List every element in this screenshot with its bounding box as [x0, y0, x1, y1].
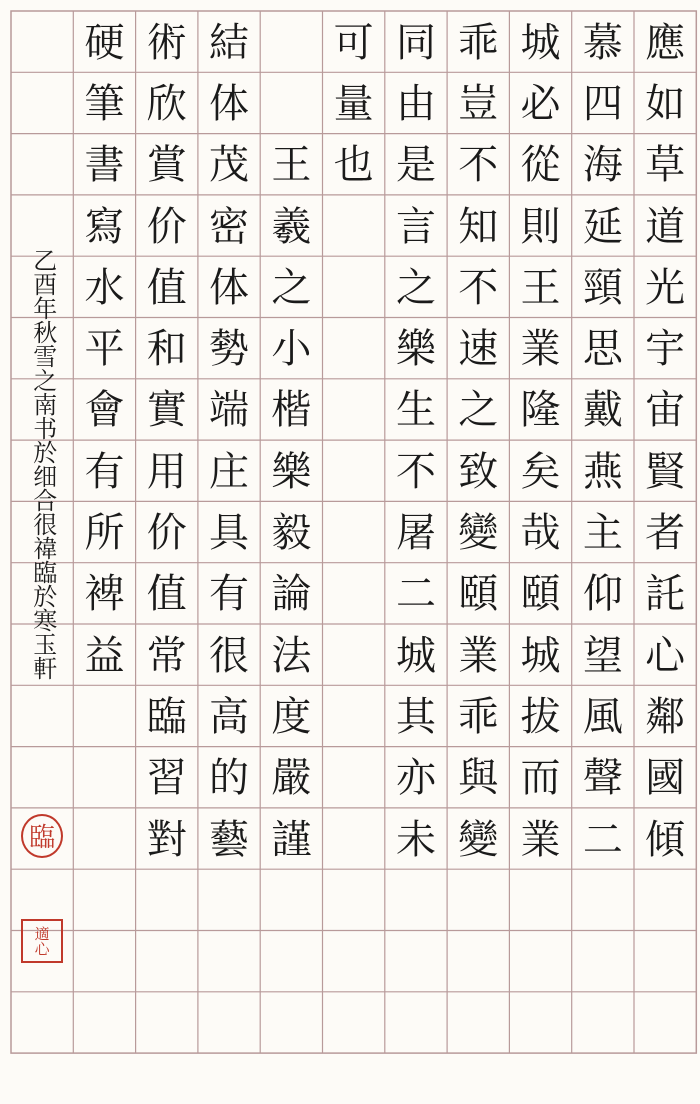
grid-character: 平: [84, 326, 125, 373]
grid-character: 從: [520, 142, 561, 189]
grid-character: 寫: [84, 203, 125, 250]
grid-character: 四: [582, 80, 623, 127]
grid-character: 風: [582, 693, 623, 740]
grid-character: 体: [209, 264, 250, 311]
grid-character: 聲: [582, 755, 623, 802]
grid-character: 宙: [645, 387, 686, 434]
grid-character: 不: [395, 448, 436, 495]
grid-character: 楷: [271, 387, 312, 434]
grid-character: 海: [582, 142, 623, 189]
grid-character: 毅: [271, 510, 312, 557]
grid-character: 可: [333, 19, 374, 66]
grid-character: 臨: [146, 693, 187, 740]
grid-character: 國: [645, 755, 686, 802]
grid-character: 業: [520, 816, 561, 863]
grid-character: 乖: [458, 19, 499, 66]
grid-character: 隆: [520, 387, 561, 434]
grid-character: 很: [209, 632, 250, 679]
grid-character: 法: [271, 632, 312, 679]
grid-character: 則: [520, 203, 561, 250]
grid-character: 賢: [645, 448, 686, 495]
grid-character: 勢: [209, 326, 250, 373]
grid-character: 之: [458, 387, 499, 434]
grid-character: 其: [395, 693, 436, 740]
grid-character: 託: [645, 571, 686, 618]
grid-character: 樂: [271, 448, 312, 495]
grid-character: 小: [271, 326, 312, 373]
grid-character: 矣: [520, 448, 561, 495]
grid-character: 慕: [582, 19, 623, 66]
grid-character: 謹: [271, 816, 312, 863]
grid-character: 宇: [645, 326, 686, 373]
grid-character: 二: [395, 571, 436, 618]
grid-character: 鄰: [645, 693, 686, 740]
grid-character: 高: [209, 693, 250, 740]
grid-character: 結: [209, 19, 250, 66]
grid-character: 值: [146, 571, 187, 618]
grid-character: 如: [645, 80, 686, 127]
grid-character: 庄: [209, 448, 250, 495]
grid-character: 論: [271, 571, 312, 618]
grid-character: 與: [458, 755, 499, 802]
red-seal-stamp-2: 適心: [21, 919, 63, 963]
grid-character: 仰: [582, 571, 623, 618]
grid-character: 不: [458, 142, 499, 189]
grid-character: 未: [395, 816, 436, 863]
grid-character: 益: [84, 632, 125, 679]
grid-character: 有: [84, 448, 125, 495]
grid-character: 必: [520, 80, 561, 127]
grid-character: 豈: [458, 80, 499, 127]
grid-character: 羲: [271, 203, 312, 250]
grid-character: 拔: [520, 693, 561, 740]
grid-character: 頤: [520, 571, 561, 618]
red-seal-stamp-1: 臨: [21, 814, 63, 858]
grid-character: 王: [271, 142, 312, 189]
grid-character: 也: [333, 142, 374, 189]
grid-character: 者: [645, 510, 686, 557]
grid-character: 業: [458, 632, 499, 679]
grid-character: 王: [520, 264, 561, 311]
grid-character: 會: [84, 387, 125, 434]
grid-character: 水: [84, 264, 125, 311]
grid-character: 戴: [582, 387, 623, 434]
grid-character: 言: [395, 203, 436, 250]
signature-inscription: 乙酉年秋雪之南书於细合很禕臨於寒玉軒: [28, 248, 57, 681]
grid-character: 城: [520, 632, 561, 679]
grid-character: 常: [146, 632, 187, 679]
grid-character: 硬: [84, 19, 125, 66]
grid-character: 延: [582, 203, 623, 250]
grid-character: 頸: [582, 264, 623, 311]
grid-character: 而: [520, 755, 561, 802]
grid-character: 哉: [520, 510, 561, 557]
grid-character: 所: [84, 510, 125, 557]
grid-character: 是: [395, 142, 436, 189]
grid-character: 密: [209, 203, 250, 250]
grid-character: 變: [458, 816, 499, 863]
grid-character: 書: [84, 142, 125, 189]
grid-character: 亦: [395, 755, 436, 802]
grid-character: 屠: [395, 510, 436, 557]
grid-character: 有: [209, 571, 250, 618]
grid-character: 心: [645, 632, 686, 679]
grid-character: 筆: [84, 80, 125, 127]
grid-character: 頤: [458, 571, 499, 618]
grid-character: 欣: [146, 80, 187, 127]
grid-character: 乖: [458, 693, 499, 740]
grid-character: 實: [146, 387, 187, 434]
grid-character: 值: [146, 264, 187, 311]
grid-character: 二: [582, 816, 623, 863]
grid-character: 量: [333, 80, 374, 127]
grid-character: 光: [645, 264, 686, 311]
grid-character: 体: [209, 80, 250, 127]
grid-character: 賞: [146, 142, 187, 189]
grid-character: 价: [146, 510, 187, 557]
grid-character: 習: [146, 755, 187, 802]
grid-character: 應: [645, 19, 686, 66]
grid-character: 傾: [645, 816, 686, 863]
grid-character: 同: [395, 19, 436, 66]
grid-character: 之: [271, 264, 312, 311]
grid-character: 道: [645, 203, 686, 250]
grid-character: 度: [271, 693, 312, 740]
grid-character: 价: [146, 203, 187, 250]
grid-character: 之: [395, 264, 436, 311]
grid-character: 不: [458, 264, 499, 311]
grid-character: 由: [395, 80, 436, 127]
grid-character: 速: [458, 326, 499, 373]
grid-character: 生: [395, 387, 436, 434]
grid-character: 術: [146, 19, 187, 66]
grid-character: 望: [582, 632, 623, 679]
grid-character: 草: [645, 142, 686, 189]
grid-character: 用: [146, 448, 187, 495]
grid-character: 變: [458, 510, 499, 557]
grid-character: 嚴: [271, 755, 312, 802]
grid-character: 知: [458, 203, 499, 250]
grid-character: 具: [209, 510, 250, 557]
grid-character: 城: [395, 632, 436, 679]
grid-character: 對: [146, 816, 187, 863]
grid-character: 致: [458, 448, 499, 495]
grid-character: 端: [209, 387, 250, 434]
grid-character: 的: [209, 755, 250, 802]
grid-character: 茂: [209, 142, 250, 189]
grid-character: 業: [520, 326, 561, 373]
grid-character: 樂: [395, 326, 436, 373]
grid-character: 思: [582, 326, 623, 373]
grid-character: 城: [520, 19, 561, 66]
grid-character: 主: [582, 510, 623, 557]
grid-character: 和: [146, 326, 187, 373]
grid-character: 燕: [582, 448, 623, 495]
grid-character: 裨: [84, 571, 125, 618]
grid-character: 藝: [209, 816, 250, 863]
